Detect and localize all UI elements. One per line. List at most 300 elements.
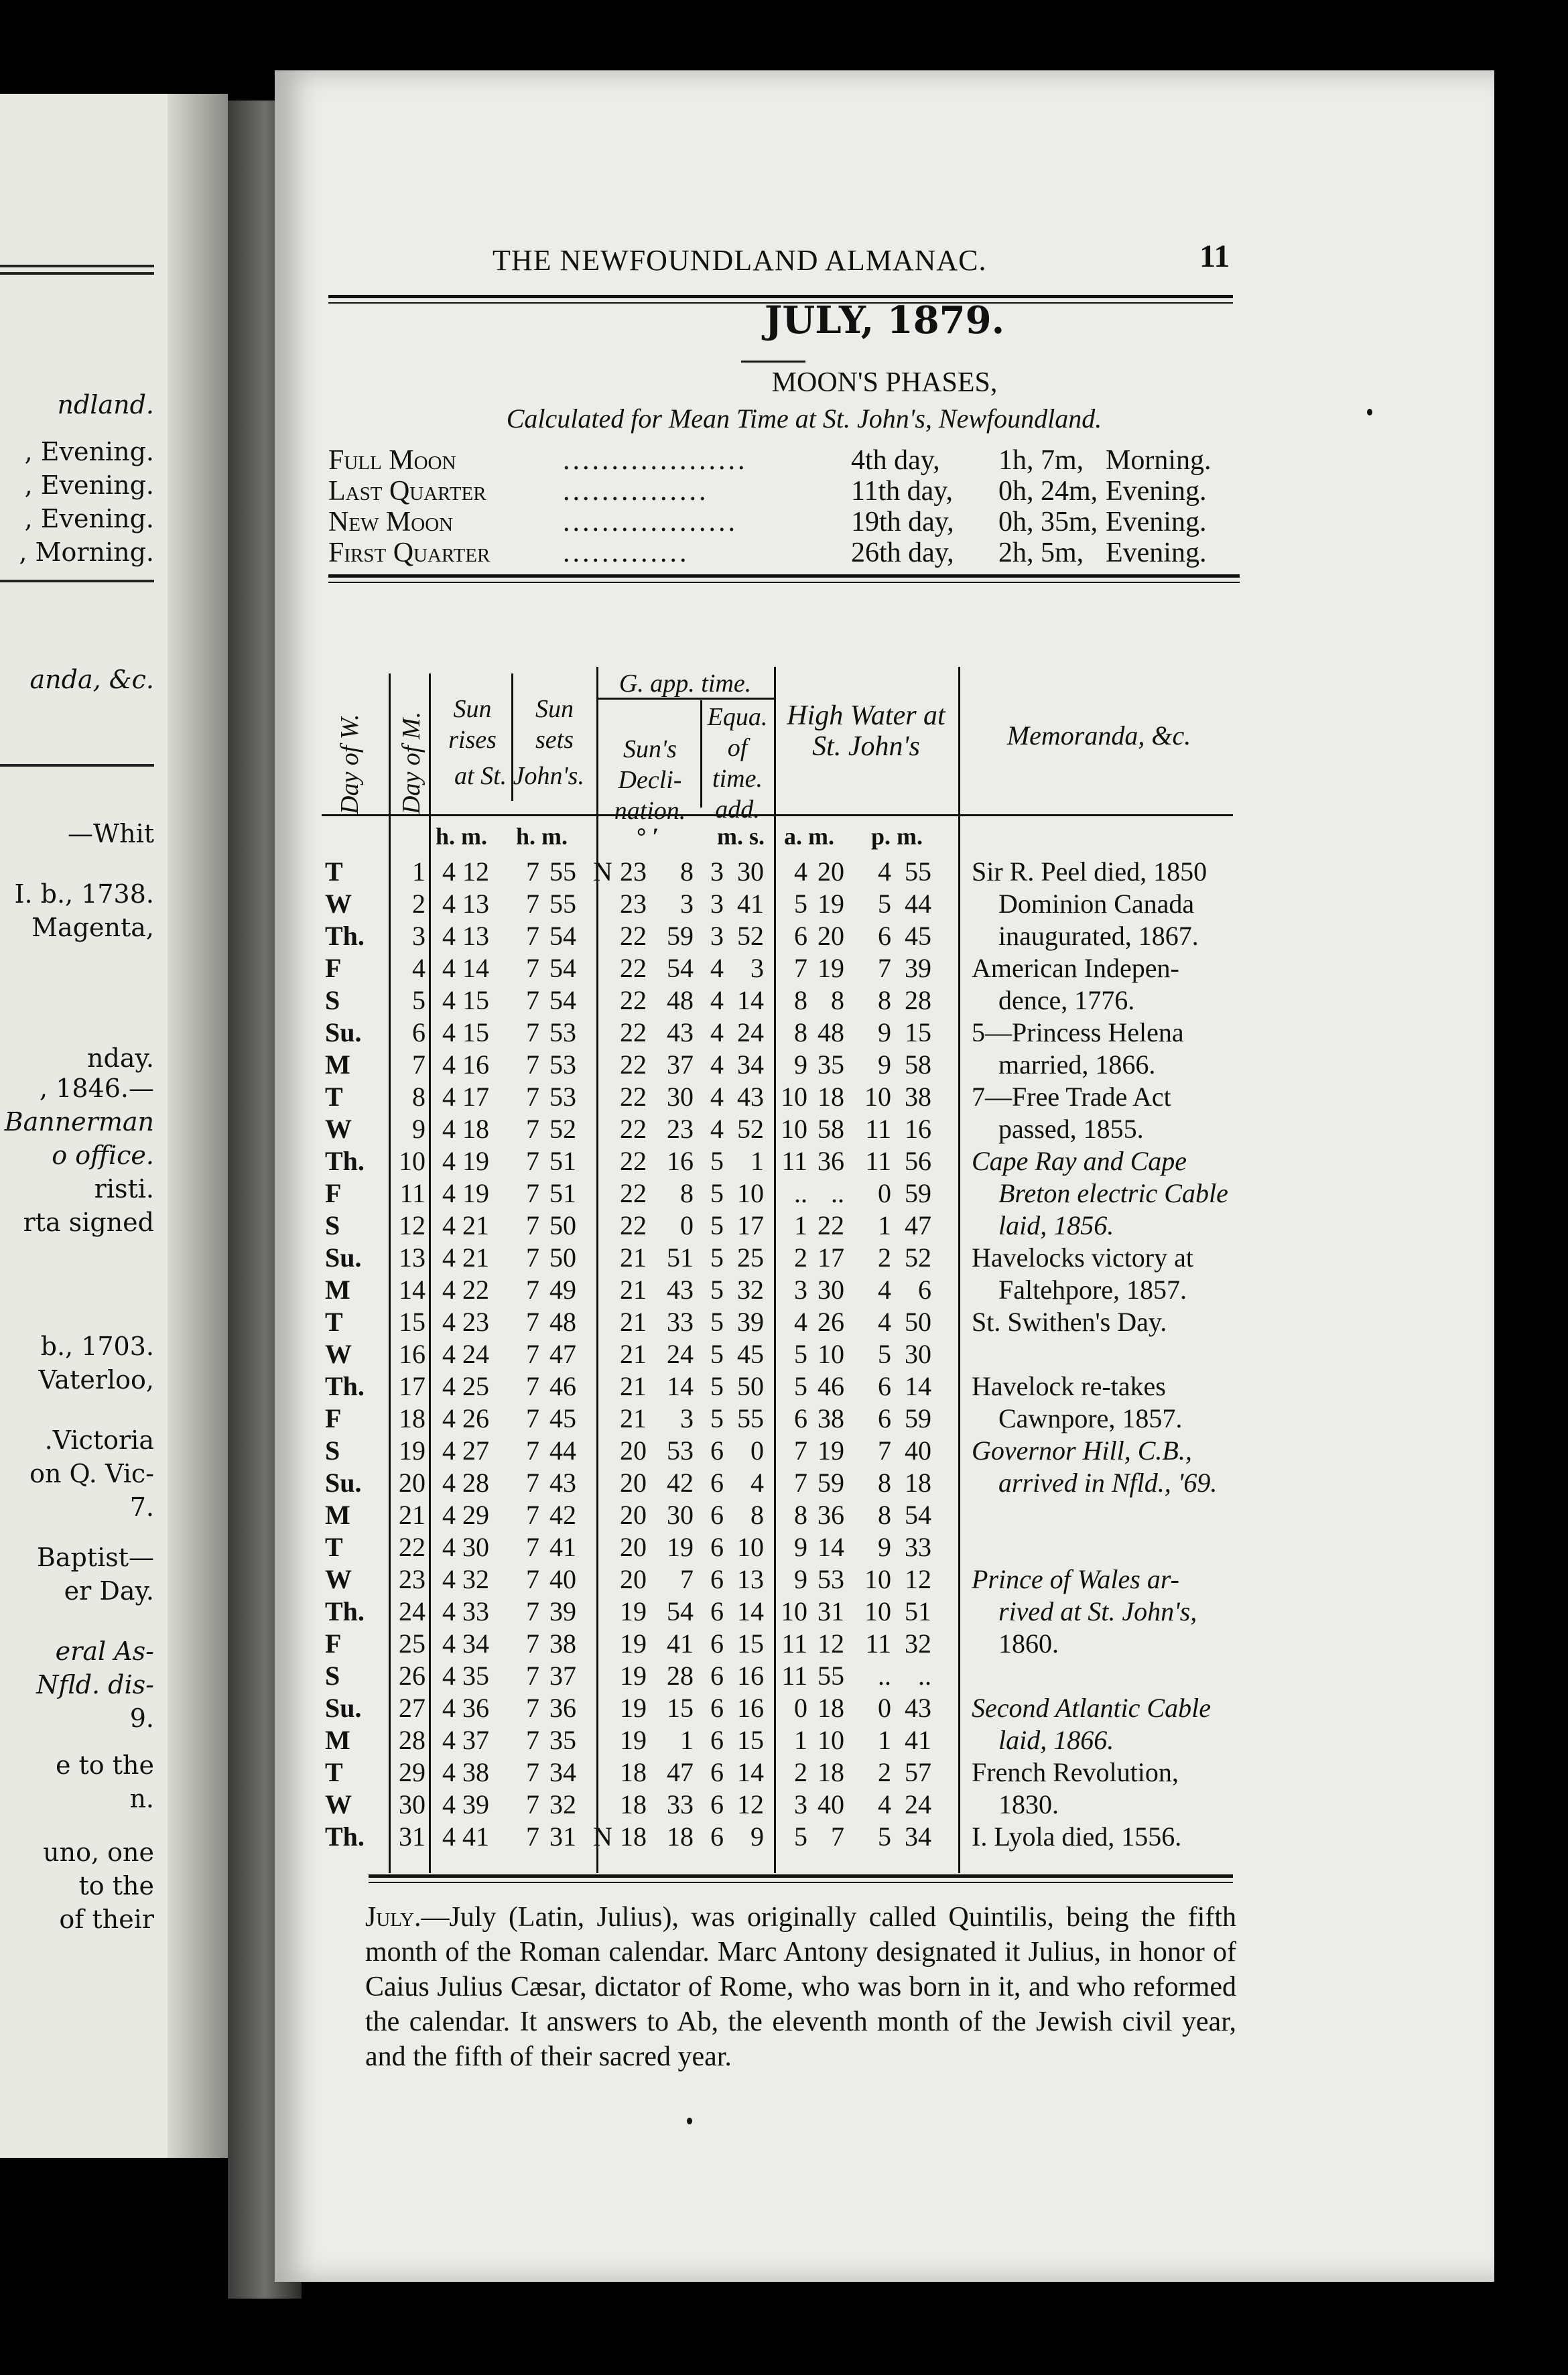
cell-sm: 54 <box>549 953 576 983</box>
cell-rm: 32 <box>462 1564 489 1594</box>
cell-es: 8 <box>750 1500 764 1530</box>
cell-am: .. <box>831 1178 844 1208</box>
cell-pm: 56 <box>905 1146 931 1176</box>
cell-sh: 7 <box>526 889 539 919</box>
left-page-fragment: of their <box>59 1905 154 1934</box>
cell-ph: 11 <box>865 1628 891 1659</box>
cell-ah: 5 <box>794 1821 807 1852</box>
memoranda-line: Prince of Wales ar- <box>972 1564 1179 1594</box>
moon-phase-ampm: Evening. <box>1106 476 1207 507</box>
cell-ah: 10 <box>781 1082 807 1112</box>
header-day-of-month: Day of M. <box>397 711 426 814</box>
moon-phase-day: 4th day, <box>851 445 940 476</box>
cell-dmin: 53 <box>667 1435 694 1466</box>
left-page-gutter-shadow <box>168 94 228 2158</box>
cell-dm: 10 <box>399 1146 426 1176</box>
cell-sm: 53 <box>549 1082 576 1112</box>
cell-dd: 19 <box>620 1661 647 1691</box>
cell-es: 14 <box>737 1757 764 1787</box>
cell-sh: 7 <box>526 1017 539 1047</box>
cell-ah: 1 <box>794 1725 807 1755</box>
cell-dm: 28 <box>399 1725 426 1755</box>
moon-phase-dots: ................... <box>563 445 748 476</box>
moon-phase-day: 11th day, <box>851 476 954 507</box>
cell-dmin: 3 <box>680 889 694 919</box>
cell-sh: 7 <box>526 1821 539 1852</box>
cell-pm: 47 <box>905 1210 931 1240</box>
cell-ph: 6 <box>878 1371 891 1401</box>
cell-dmin: 3 <box>680 1403 694 1433</box>
cell-rm: 33 <box>462 1596 489 1626</box>
cell-rh: 4 <box>442 921 456 951</box>
cell-am: 31 <box>818 1596 844 1626</box>
cell-dw: Th. <box>325 921 365 951</box>
cell-es: 34 <box>737 1049 764 1080</box>
cell-ph: 4 <box>878 856 891 887</box>
cell-am: 59 <box>818 1468 844 1498</box>
cell-dmin: 59 <box>667 921 694 951</box>
memoranda-line: Cawnpore, 1857. <box>998 1403 1183 1433</box>
cell-dw: W <box>325 1114 352 1144</box>
moon-phases-title: MOON'S PHASES, <box>771 367 998 398</box>
moon-phases-subtitle: Calculated for Mean Time at St. John's, Newfoundland. <box>506 403 1102 434</box>
memoranda-line: Second Atlantic Cable <box>972 1693 1211 1723</box>
cell-em: 6 <box>710 1821 724 1852</box>
cell-dd: 19 <box>620 1725 647 1755</box>
footnote-lead: July. <box>365 1902 421 1933</box>
left-page-fragment: anda, &c. <box>29 665 154 694</box>
cell-ph: 8 <box>878 1500 891 1530</box>
cell-rh: 4 <box>442 1628 456 1659</box>
cell-sm: 54 <box>549 985 576 1015</box>
cell-rh: 4 <box>442 1242 456 1273</box>
cell-rm: 23 <box>462 1307 489 1337</box>
left-page-fragment: Nfld. dis- <box>36 1670 154 1699</box>
moon-phase-day: 19th day, <box>851 507 954 537</box>
cell-sh: 7 <box>526 1532 539 1562</box>
memoranda-line: married, 1866. <box>998 1049 1156 1080</box>
cell-es: 55 <box>737 1403 764 1433</box>
cell-dd: 18 <box>620 1757 647 1787</box>
cell-rh: 4 <box>442 1789 456 1819</box>
cell-dm: 11 <box>399 1178 426 1208</box>
memoranda-line: Dominion Canada <box>998 889 1195 919</box>
cell-sh: 7 <box>526 1371 539 1401</box>
memoranda-line <box>972 1531 1280 1563</box>
cell-dmin: 23 <box>667 1114 694 1144</box>
cell-rh: 4 <box>442 1082 456 1112</box>
cell-dm: 12 <box>399 1210 426 1240</box>
cell-sh: 7 <box>526 1435 539 1466</box>
memoranda-line: 1860. <box>998 1628 1059 1659</box>
cell-pm: 24 <box>905 1789 931 1819</box>
header-sun-sets: Sun sets <box>535 695 574 754</box>
cell-sh: 7 <box>526 1757 539 1787</box>
cell-sh: 7 <box>526 921 539 951</box>
cell-em: 6 <box>710 1628 724 1659</box>
cell-rm: 35 <box>462 1661 489 1691</box>
cell-sh: 7 <box>526 1661 539 1691</box>
cell-am: 48 <box>818 1017 844 1047</box>
cell-dm: 24 <box>399 1596 426 1626</box>
cell-es: 32 <box>737 1275 764 1305</box>
cell-es: 14 <box>737 985 764 1015</box>
cell-rh: 4 <box>442 1725 456 1755</box>
memoranda-line <box>972 1499 1280 1531</box>
cell-dd: 21 <box>620 1339 647 1369</box>
cell-pm: 18 <box>905 1468 931 1498</box>
cell-rm: 41 <box>462 1821 489 1852</box>
cell-ph: 9 <box>878 1049 891 1080</box>
moon-phase-dots: ............. <box>563 537 690 568</box>
cell-es: 10 <box>737 1532 764 1562</box>
month-footnote <box>365 1900 1236 2074</box>
cell-dm: 20 <box>399 1468 426 1498</box>
cell-rm: 21 <box>462 1242 489 1273</box>
left-page-rule <box>0 580 154 582</box>
cell-es: 25 <box>737 1242 764 1273</box>
cell-es: 3 <box>750 953 764 983</box>
cell-dd: 21 <box>620 1307 647 1337</box>
cell-dmin: 43 <box>667 1275 694 1305</box>
cell-rh: 4 <box>442 1017 456 1047</box>
cell-em: 5 <box>710 1403 724 1433</box>
cell-rm: 14 <box>462 953 489 983</box>
cell-rm: 18 <box>462 1114 489 1144</box>
cell-dw: T <box>325 856 343 887</box>
cell-pm: 58 <box>905 1049 931 1080</box>
memoranda-line: French Revolution, <box>972 1757 1179 1787</box>
cell-am: 14 <box>818 1532 844 1562</box>
cell-es: 15 <box>737 1628 764 1659</box>
cell-rm: 24 <box>462 1339 489 1369</box>
cell-pm: .. <box>918 1661 931 1691</box>
cell-dmin: 54 <box>667 953 694 983</box>
cell-am: 38 <box>818 1403 844 1433</box>
cell-dm: 13 <box>399 1242 426 1273</box>
cell-sh: 7 <box>526 1628 539 1659</box>
cell-rm: 19 <box>462 1146 489 1176</box>
cell-ah: 5 <box>794 1371 807 1401</box>
cell-ph: 6 <box>878 921 891 951</box>
cell-am: 17 <box>818 1242 844 1273</box>
cell-pm: 16 <box>905 1114 931 1144</box>
cell-rh: 4 <box>442 1564 456 1594</box>
cell-dm: 30 <box>399 1789 426 1819</box>
cell-dm: 27 <box>399 1693 426 1723</box>
cell-sh: 7 <box>526 1049 539 1080</box>
cell-sh: 7 <box>526 1178 539 1208</box>
left-page-fragment: , 1846.— <box>40 1074 154 1103</box>
cell-dmin: 43 <box>667 1017 694 1047</box>
cell-pm: 55 <box>905 856 931 887</box>
cell-rh: 4 <box>442 1371 456 1401</box>
cell-pm: 50 <box>905 1307 931 1337</box>
moon-phase-dots: .................. <box>563 507 738 537</box>
cell-ah: 10 <box>781 1114 807 1144</box>
cell-es: 17 <box>737 1210 764 1240</box>
left-page-fragment: , Morning. <box>19 537 154 567</box>
cell-rh: 4 <box>442 1114 456 1144</box>
cell-dd: 22 <box>620 953 647 983</box>
header-day-of-week: Day of W. <box>336 714 364 814</box>
cell-am: 58 <box>818 1114 844 1144</box>
memoranda-line: 1830. <box>998 1789 1059 1819</box>
cell-dd: 19 <box>620 1693 647 1723</box>
cell-es: 13 <box>737 1564 764 1594</box>
cell-dm: 17 <box>399 1371 426 1401</box>
left-page-fragment: b., 1703. <box>40 1332 154 1361</box>
cell-dm: 31 <box>399 1821 426 1852</box>
cell-ah: 8 <box>794 1017 807 1047</box>
cell-sh: 7 <box>526 1114 539 1144</box>
cell-pm: 45 <box>905 921 931 951</box>
cell-sm: 44 <box>549 1435 576 1466</box>
left-page-fragment: , Evening. <box>24 470 154 500</box>
cell-ah: 11 <box>781 1146 807 1176</box>
table-bottom-rule <box>369 1874 1233 1883</box>
cell-sh: 7 <box>526 1403 539 1433</box>
cell-rm: 37 <box>462 1725 489 1755</box>
moon-phase-name: First Quarter <box>328 537 491 568</box>
cell-sm: 41 <box>549 1532 576 1562</box>
cell-rh: 4 <box>442 889 456 919</box>
cell-am: 22 <box>818 1210 844 1240</box>
cell-sh: 7 <box>526 953 539 983</box>
cell-ah: 3 <box>794 1789 807 1819</box>
moon-phase-time: 0h, 24m, <box>998 476 1098 507</box>
cell-am: 7 <box>831 1821 844 1852</box>
cell-dw: T <box>325 1307 343 1337</box>
cell-rh: 4 <box>442 1435 456 1466</box>
cell-em: 5 <box>710 1242 724 1273</box>
memoranda-line: Breton electric Cable <box>998 1178 1228 1208</box>
cell-es: 10 <box>737 1178 764 1208</box>
cell-rh: 4 <box>442 1339 456 1369</box>
cell-sm: 36 <box>549 1693 576 1723</box>
left-page-fragment: o office. <box>52 1141 154 1170</box>
moon-phase-name: Last Quarter <box>328 476 486 507</box>
almanac-page <box>275 70 1494 2282</box>
cell-dmin: 7 <box>680 1564 694 1594</box>
moon-phase-row <box>328 506 1253 537</box>
left-page-rule <box>0 265 154 267</box>
cell-dm: 15 <box>399 1307 426 1337</box>
cell-sm: 49 <box>549 1275 576 1305</box>
left-page-fragment: uno, one <box>43 1838 154 1867</box>
cell-em: 6 <box>710 1564 724 1594</box>
cell-sm: 54 <box>549 921 576 951</box>
cell-am: 36 <box>818 1500 844 1530</box>
cell-sh: 7 <box>526 1725 539 1755</box>
cell-dmin: 54 <box>667 1596 694 1626</box>
cell-em: 5 <box>710 1339 724 1369</box>
cell-sm: 47 <box>549 1339 576 1369</box>
cell-dw: S <box>325 1210 340 1240</box>
cell-dd: 18 <box>620 1821 647 1852</box>
cell-dmin: 1 <box>680 1725 694 1755</box>
cell-dn: N <box>593 1821 612 1852</box>
cell-dmin: 30 <box>667 1082 694 1112</box>
memoranda-line: passed, 1855. <box>998 1114 1144 1144</box>
cell-rh: 4 <box>442 985 456 1015</box>
cell-rh: 4 <box>442 1146 456 1176</box>
cell-dmin: 47 <box>667 1757 694 1787</box>
cell-es: 24 <box>737 1017 764 1047</box>
cell-dm: 7 <box>412 1049 426 1080</box>
cell-sm: 50 <box>549 1242 576 1273</box>
cell-em: 4 <box>710 1049 724 1080</box>
cell-em: 4 <box>710 985 724 1015</box>
memoranda-line: laid, 1856. <box>998 1210 1114 1240</box>
cell-dd: 22 <box>620 1017 647 1047</box>
cell-dw: W <box>325 1564 352 1594</box>
cell-rh: 4 <box>442 1178 456 1208</box>
cell-es: 1 <box>750 1146 764 1176</box>
cell-am: 19 <box>818 889 844 919</box>
unit-ms: m. s. <box>717 823 765 850</box>
cell-rh: 4 <box>442 1661 456 1691</box>
cell-pm: 34 <box>905 1821 931 1852</box>
page-number: 11 <box>1199 239 1230 274</box>
cell-ph: 10 <box>864 1596 891 1626</box>
cell-dd: 22 <box>620 1210 647 1240</box>
cell-dw: Su. <box>325 1017 362 1047</box>
cell-dd: 22 <box>620 1049 647 1080</box>
running-head: THE NEWFOUNDLAND ALMANAC. <box>493 244 987 277</box>
left-page-fragment: , Evening. <box>24 437 154 466</box>
moon-phase-ampm: Morning. <box>1106 445 1212 476</box>
header-memoranda: Memoranda, &c. <box>1006 720 1191 751</box>
cell-em: 6 <box>710 1532 724 1562</box>
cell-sh: 7 <box>526 985 539 1015</box>
cell-am: 18 <box>818 1693 844 1723</box>
left-page-fragment: , Evening. <box>24 504 154 533</box>
cell-am: 26 <box>818 1307 844 1337</box>
cell-es: 39 <box>737 1307 764 1337</box>
cell-rh: 4 <box>442 1275 456 1305</box>
cell-sm: 45 <box>549 1403 576 1433</box>
cell-ph: 9 <box>878 1532 891 1562</box>
cell-ph: 7 <box>878 1435 891 1466</box>
cell-dw: W <box>325 889 352 919</box>
left-facing-page <box>0 94 228 2158</box>
moon-phase-dots: ............... <box>563 476 709 507</box>
cell-dw: W <box>325 1339 352 1369</box>
memoranda-line: St. Swithen's Day. <box>972 1307 1167 1337</box>
cell-ah: 9 <box>794 1532 807 1562</box>
memoranda-line: rived at St. John's, <box>998 1596 1197 1626</box>
cell-es: 16 <box>737 1661 764 1691</box>
cell-dm: 21 <box>399 1500 426 1530</box>
cell-am: 20 <box>818 856 844 887</box>
cell-em: 3 <box>710 921 724 951</box>
cell-dm: 8 <box>412 1082 426 1112</box>
cell-sm: 39 <box>549 1596 576 1626</box>
cell-dd: 23 <box>620 889 647 919</box>
header-at-st-johns: at St. John's. <box>454 762 584 790</box>
cell-ah: 6 <box>794 921 807 951</box>
left-page-fragment: e to the <box>55 1750 154 1780</box>
cell-ph: 4 <box>878 1275 891 1305</box>
cell-ph: 6 <box>878 1403 891 1433</box>
memoranda-line: I. Lyola died, 1556. <box>972 1821 1182 1852</box>
cell-em: 5 <box>710 1178 724 1208</box>
cell-es: 4 <box>750 1468 764 1498</box>
cell-rm: 39 <box>462 1789 489 1819</box>
cell-am: 18 <box>818 1757 844 1787</box>
cell-dmin: 51 <box>667 1242 694 1273</box>
cell-sm: 51 <box>549 1146 576 1176</box>
cell-ah: 7 <box>794 1468 807 1498</box>
memoranda-line: Cape Ray and Cape <box>972 1146 1187 1176</box>
memoranda-line: Havelocks victory at <box>972 1242 1193 1273</box>
cell-es: 45 <box>737 1339 764 1369</box>
cell-rm: 13 <box>462 889 489 919</box>
cell-dm: 26 <box>399 1661 426 1691</box>
cell-ah: 11 <box>781 1628 807 1659</box>
cell-ah: 7 <box>794 953 807 983</box>
memoranda-column <box>972 856 1280 1853</box>
cell-rm: 22 <box>462 1275 489 1305</box>
cell-dd: 19 <box>620 1596 647 1626</box>
cell-dw: S <box>325 1661 340 1691</box>
cell-pm: 38 <box>905 1082 931 1112</box>
cell-ah: 6 <box>794 1403 807 1433</box>
cell-rh: 4 <box>442 1403 456 1433</box>
cell-es: 0 <box>750 1435 764 1466</box>
left-page-fragment: .Victoria <box>44 1425 154 1455</box>
month-title: JULY, 1879. <box>764 298 1005 342</box>
cell-dmin: 24 <box>667 1339 694 1369</box>
cell-em: 4 <box>710 1017 724 1047</box>
cell-ah: 0 <box>794 1693 807 1723</box>
cell-sm: 55 <box>549 856 576 887</box>
cell-es: 12 <box>737 1789 764 1819</box>
cell-rm: 27 <box>462 1435 489 1466</box>
cell-es: 9 <box>750 1821 764 1852</box>
memoranda-line: Havelock re-takes <box>972 1371 1166 1401</box>
memoranda-line: 7—Free Trade Act <box>972 1082 1171 1112</box>
cell-pm: 30 <box>905 1339 931 1369</box>
cell-dd: 20 <box>620 1435 647 1466</box>
cell-em: 5 <box>710 1371 724 1401</box>
cell-dm: 14 <box>399 1275 426 1305</box>
memoranda-line: Faltehpore, 1857. <box>998 1275 1187 1305</box>
unit-degrees: ° ′ <box>637 823 659 850</box>
cell-pm: 44 <box>905 889 931 919</box>
cell-am: 53 <box>818 1564 844 1594</box>
cell-dw: M <box>325 1275 350 1305</box>
cell-es: 50 <box>737 1371 764 1401</box>
unit-hm-sets: h. m. <box>516 823 568 850</box>
cell-ah: 8 <box>794 985 807 1015</box>
memoranda-line: American Indepen- <box>972 953 1179 983</box>
header-equation-of-time: Equa. of time. add. <box>707 703 768 824</box>
cell-em: 6 <box>710 1468 724 1498</box>
left-page-fragment: Bannerman <box>4 1107 154 1137</box>
header-sun-rises: Sun rises <box>448 695 497 754</box>
cell-ph: 11 <box>865 1146 891 1176</box>
cell-ph: 10 <box>864 1082 891 1112</box>
left-page-fragment: Magenta, <box>31 913 154 942</box>
cell-dm: 22 <box>399 1532 426 1562</box>
left-page-fragment: n. <box>129 1784 154 1813</box>
cell-dd: 22 <box>620 1114 647 1144</box>
unit-pm: p. m. <box>871 823 923 850</box>
cell-rm: 29 <box>462 1500 489 1530</box>
cell-es: 43 <box>737 1082 764 1112</box>
